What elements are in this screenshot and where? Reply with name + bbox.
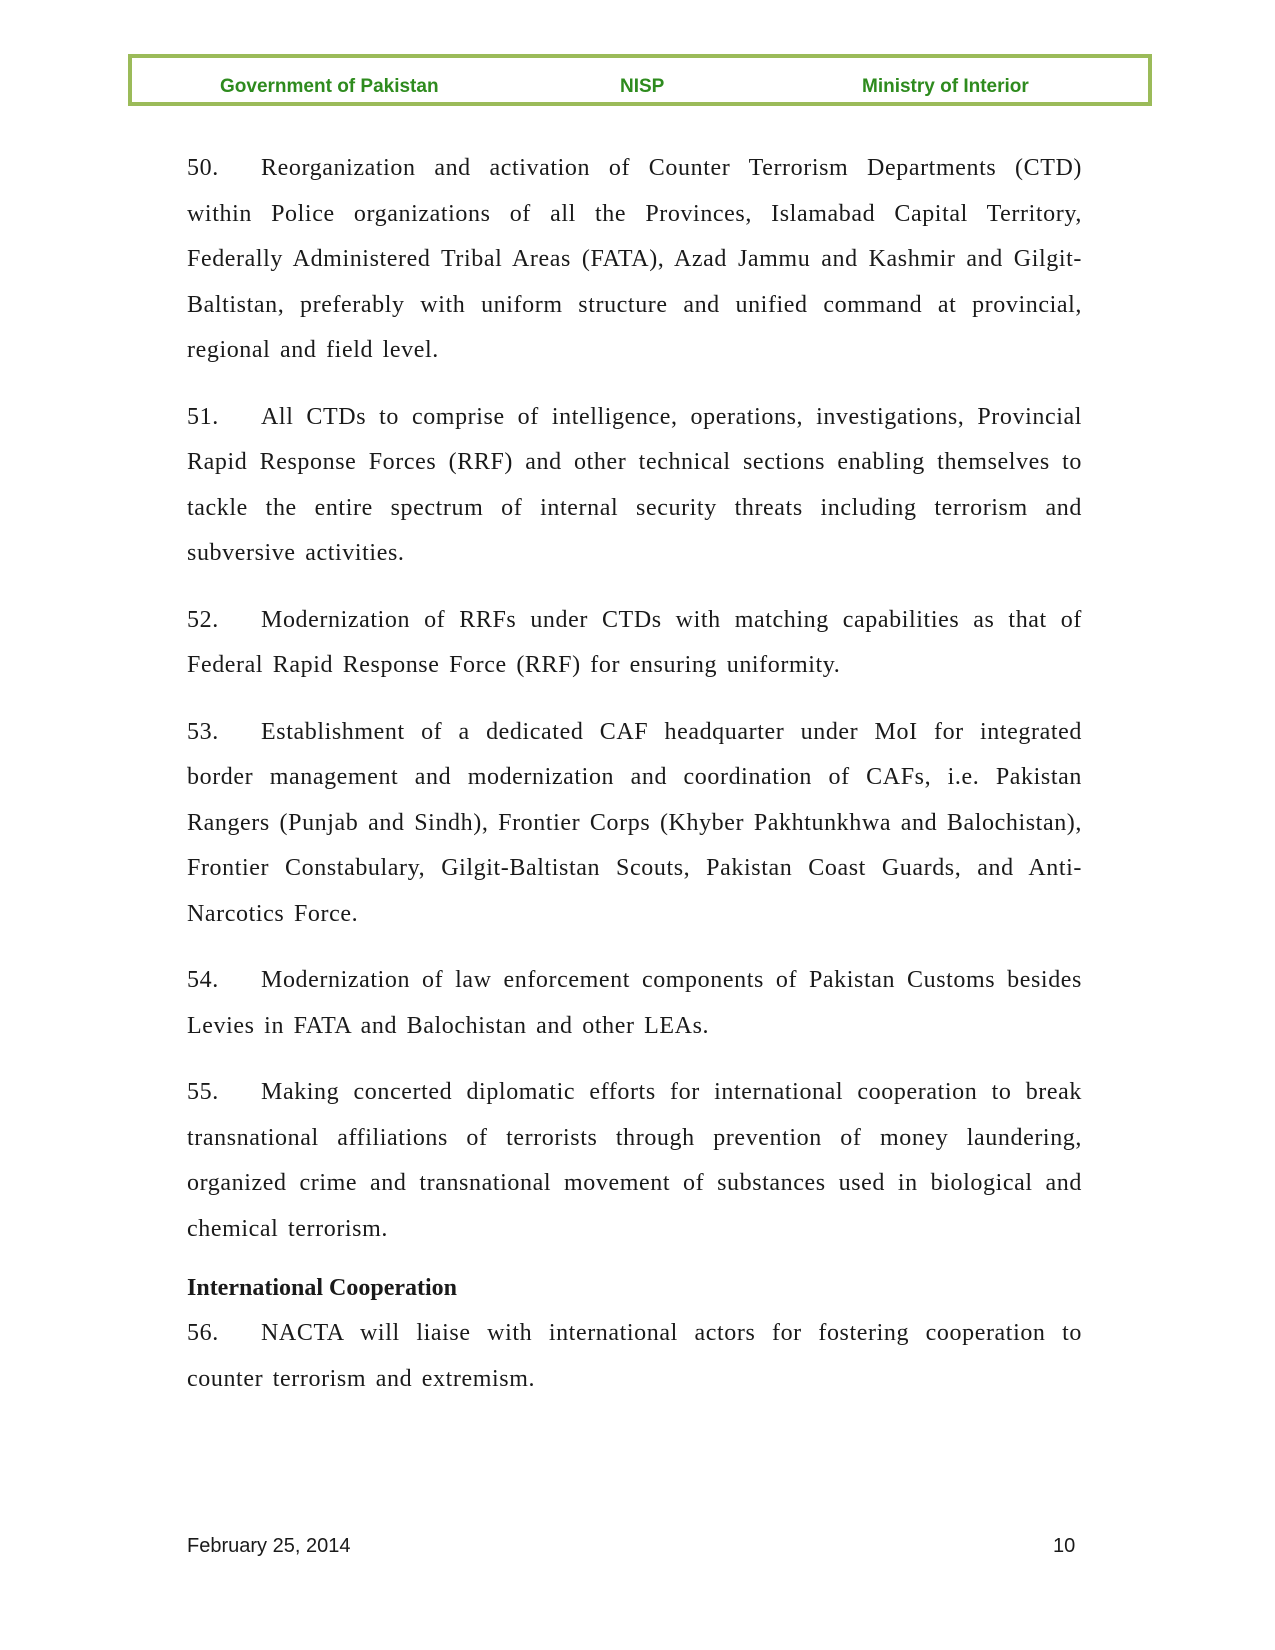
paragraph-number: 55.: [187, 1079, 219, 1105]
paragraph-text: All CTDs to comprise of intelligence, operations, investigations, Provincial Rapid Response Forces (RRF) and other technical sections enabling themselves to tackle the entire spectrum of internal security threats including terrorism and subversive activities.: [187, 403, 1082, 566]
header-document-code: NISP: [620, 76, 665, 97]
paragraph-56: [187, 1311, 1082, 1402]
paragraph-number: 53.: [187, 718, 219, 745]
paragraph-text: Modernization of law enforcement components of Pakistan Customs besides Levies in FATA and Balochistan and other LEAs.: [187, 967, 1082, 1039]
paragraph-text: Modernization of RRFs under CTDs with matching capabilities as that of Federal Rapid Response Force (RRF) for ensuring uniformity.: [187, 606, 1082, 678]
paragraph-number: 51.: [187, 403, 219, 430]
header-government: Government of Pakistan: [220, 76, 439, 97]
paragraph-54: [187, 958, 1082, 1049]
paragraph-text: Making concerted diplomatic efforts for international cooperation to break transnational affiliations of terrorists through prevention of money laundering, organized crime and transnational movement of substances used in biological and chemical terrorism.: [187, 1079, 1082, 1242]
document-body: [187, 146, 1082, 1423]
paragraph-number: 56.: [187, 1320, 219, 1346]
paragraph-53: [187, 710, 1082, 938]
footer-page-number: 10: [1053, 1535, 1076, 1557]
paragraph-text: Reorganization and activation of Counter Terrorism Departments (CTD) within Police organizations of all the Provinces, Islamabad Capital Territory, Federally Administered Tribal Areas (FATA), Azad Jammu and Kashmir and Gilgit-Baltistan, preferably with uniform structure and unified command at provincial, regional and field level.: [187, 155, 1082, 363]
paragraph-number: 54.: [187, 967, 219, 993]
paragraph-50: [187, 146, 1082, 374]
paragraph-text: Establishment of a dedicated CAF headquarter under MoI for integrated border management and modernization and coordination of CAFs, i.e. Pakistan Rangers (Punjab and Sindh), Frontier Corps (Khyber Pakhtunkhwa and Balochistan), Frontier Constabulary, Gilgit-Baltistan Scouts, Pakistan Coast Guards, and Anti-Narcotics Force.: [187, 718, 1082, 927]
paragraph-number: 50.: [187, 155, 219, 181]
page-header: [128, 54, 1152, 106]
header-ministry: Ministry of Interior: [862, 76, 1029, 97]
section-heading-international-cooperation: International Cooperation: [187, 1275, 457, 1301]
paragraph-52: [187, 598, 1082, 689]
paragraph-text: NACTA will liaise with international actors for fostering cooperation to counter terrorism and extremism.: [187, 1320, 1082, 1392]
paragraph-51: [187, 395, 1082, 577]
footer-date: February 25, 2014: [187, 1535, 351, 1557]
paragraph-number: 52.: [187, 606, 219, 633]
paragraph-55: [187, 1070, 1082, 1252]
